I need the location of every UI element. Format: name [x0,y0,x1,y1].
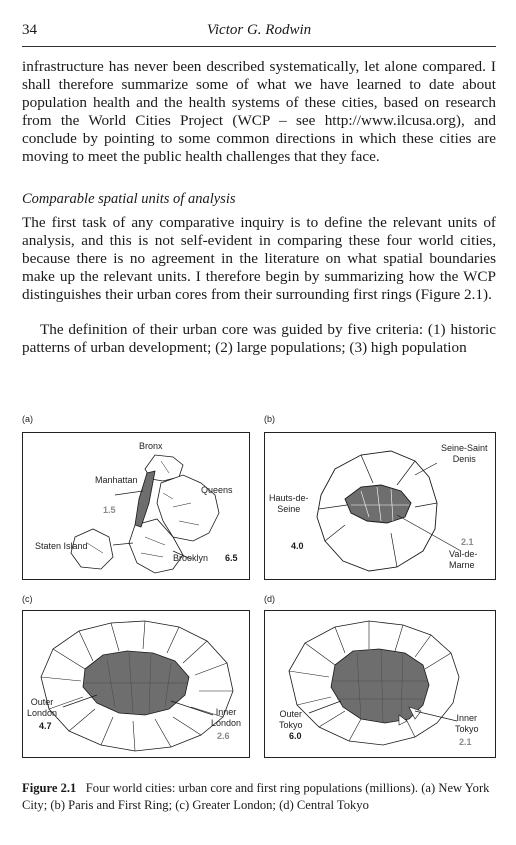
page-number: 34 [22,22,37,38]
label-inner-tokyo: Inner Tokyo [455,713,479,734]
label-staten-island: Staten Island [35,541,88,551]
header-rule [22,46,496,47]
section-heading: Comparable spatial units of analysis [22,191,236,207]
body-paragraph-1: infrastructure has never been described systematically, let alone compared. I shall therefore summarize some of what we have learned to date about population health and the health systems of these cities, based on research from the World Cities Project (WCP – see http://www.ilcusa.org), and conclude by pointing to some common directions in which these cities are moving to meet the public health challenges that they face. [22,58,496,165]
manhattan-core-shape [135,471,155,527]
label-manhattan: Manhattan [95,475,138,485]
label-nyc-ring-pop: 6.5 [225,553,238,563]
label-seine-saint-denis: Seine-Saint Denis [441,443,488,464]
panel-b-paris-map [264,432,496,580]
label-queens: Queens [201,485,233,495]
caption-label: Figure 2.1 [22,781,77,795]
panel-a-label: (a) [22,414,33,424]
label-inner-london: Inner London [211,707,242,728]
label-hauts-de-seine: Hauts-de- Seine [269,493,309,514]
body-paragraph-3: The definition of their urban core was guided by five criteria: (1) historic patterns of urban development; (2) large populations; (3) high population [22,321,496,356]
label-paris-ring-pop: 4.0 [291,541,304,551]
label-inner-tokyo-pop: 2.1 [459,737,472,747]
label-bronx: Bronx [139,441,163,451]
panel-a-nyc-map [22,432,250,580]
label-brooklyn: Brooklyn [173,553,209,563]
label-inner-london-pop: 2.6 [217,731,230,741]
panel-c-london-map [22,610,250,758]
panel-d-tokyo-map [264,610,496,758]
label-manhattan-pop: 1.5 [103,505,116,515]
panel-d-label: (d) [264,594,275,604]
label-val-de-marne: Val-de- Marne [449,549,478,570]
body-paragraph-2: The first task of any comparative inquiry is to define the relevant units of analysis, and this is not self-evident in comparing these four world cities, because there is no agreement in the literature on what spatial boundaries make up the relevant units. I therefore begin by summarizing how the WCP distinguishes their urban cores from their surrounding first rings (Figure 2.1). [22,214,496,303]
label-outer-london-pop: 4.7 [39,721,52,731]
figure-2-1 [22,410,496,770]
label-outer-tokyo: Outer Tokyo [279,709,303,730]
running-author: Victor G. Rodwin [206,22,312,38]
caption-text: Four world cities: urban core and first ring populations (millions). (a) New York City; (b) Paris and First Ring; (c) Greater London; (d) Central Tokyo [22,781,490,812]
london-map-graphic [23,611,249,757]
running-header [22,22,496,44]
label-outer-london: Outer London [27,697,58,718]
label-outer-tokyo-pop: 6.0 [289,731,302,741]
figure-caption [22,780,496,814]
label-paris-core-pop: 2.1 [461,537,474,547]
nyc-map-graphic [23,433,249,579]
panel-c-label: (c) [22,594,33,604]
panel-b-label: (b) [264,414,275,424]
